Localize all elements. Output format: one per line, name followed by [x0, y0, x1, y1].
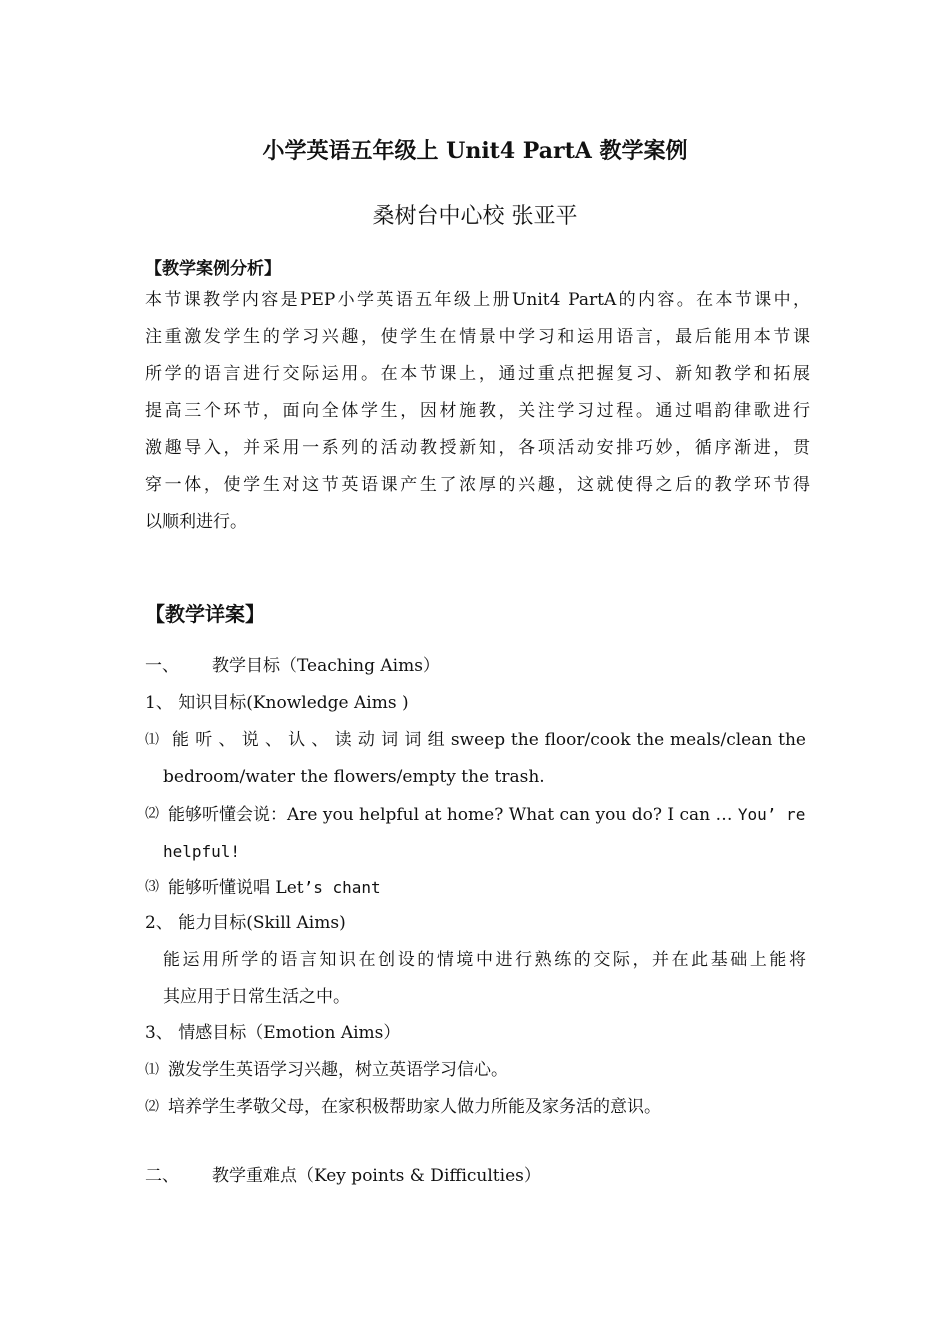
knowledge-item-2-line-1: [168, 796, 805, 834]
item-number: ⑴: [145, 1062, 159, 1078]
knowledge-item-2-text: 能够听懂会说：Are you helpful at home? What can you do? I can …: [168, 805, 733, 825]
skill-aims-line-2: 其应用于日常生活之中。: [163, 987, 350, 1007]
section-1-title: 教学目标（Teaching Aims）: [212, 656, 440, 676]
analysis-line: 穿一体，使学生对这节英语课产生了浓厚的兴趣，这就使得之后的教学环节得: [145, 475, 810, 495]
analysis-line: 所学的语言进行交际运用。在本节课上，通过重点把握复习、新知教学和拓展: [145, 364, 810, 384]
knowledge-item-3: [168, 869, 381, 907]
document-title: 小学英语五年级上 Unit4 PartA 教学案例: [262, 138, 688, 164]
knowledge-item-1-line-2: bedroom/water the flowers/empty the trash.: [163, 767, 545, 787]
skill-aims-line-1: 能运用所学的语言知识在创设的情境中进行熟练的交际，并在此基础上能将: [163, 950, 806, 970]
knowledge-item-2-mono: You’ re: [737, 805, 806, 824]
knowledge-item-3-mono: ’s chant: [303, 878, 381, 897]
plan-heading: 【教学详案】: [145, 602, 265, 626]
knowledge-item-2-line-2: helpful!: [163, 842, 241, 861]
item-number: ⑴: [145, 732, 159, 748]
section-1-number: 一、: [145, 656, 179, 676]
emotion-item-1: 激发学生英语学习兴趣，树立英语学习信心。: [168, 1060, 508, 1080]
item-number: ⑶: [145, 879, 159, 895]
analysis-line: 本节课教学内容是PEP小学英语五年级上册Unit4 PartA的内容。在本节课中，: [145, 290, 810, 310]
analysis-line: 激趣导入，并采用一系列的活动教授新知，各项活动安排巧妙，循序渐进，贯: [145, 438, 810, 458]
emotion-aims-label: 3、 情感目标（Emotion Aims）: [145, 1023, 401, 1043]
analysis-heading: 【教学案例分析】: [145, 259, 281, 279]
section-2-title: 教学重难点（Key points & Difficulties）: [212, 1166, 541, 1186]
analysis-line: 提高三个环节，面向全体学生，因材施教，关注学习过程。通过唱韵律歌进行: [145, 401, 810, 421]
analysis-paragraph: [145, 282, 810, 541]
knowledge-item-3-text: 能够听懂说唱 Let: [168, 878, 304, 898]
emotion-item-2: 培养学生孝敬父母，在家积极帮助家人做力所能及家务活的意识。: [168, 1097, 661, 1117]
section-2-number: 二、: [145, 1166, 179, 1186]
item-number: ⑵: [145, 806, 159, 822]
knowledge-aims-label: 1、 知识目标(Knowledge Aims ): [145, 693, 409, 713]
analysis-line: 注重激发学生的学习兴趣，使学生在情景中学习和运用语言，最后能用本节课: [145, 327, 810, 347]
skill-aims-label: 2、 能力目标(Skill Aims): [145, 913, 346, 933]
item-number: ⑵: [145, 1099, 159, 1115]
analysis-line: 以顺利进行。: [145, 512, 247, 532]
author-line: 桑树台中心校 张亚平: [372, 204, 578, 229]
knowledge-item-1-line-1: 能 听 、 说 、 认 、 读 动 词 词 组 sweep the floor/cook the meals/clean the: [172, 730, 806, 750]
